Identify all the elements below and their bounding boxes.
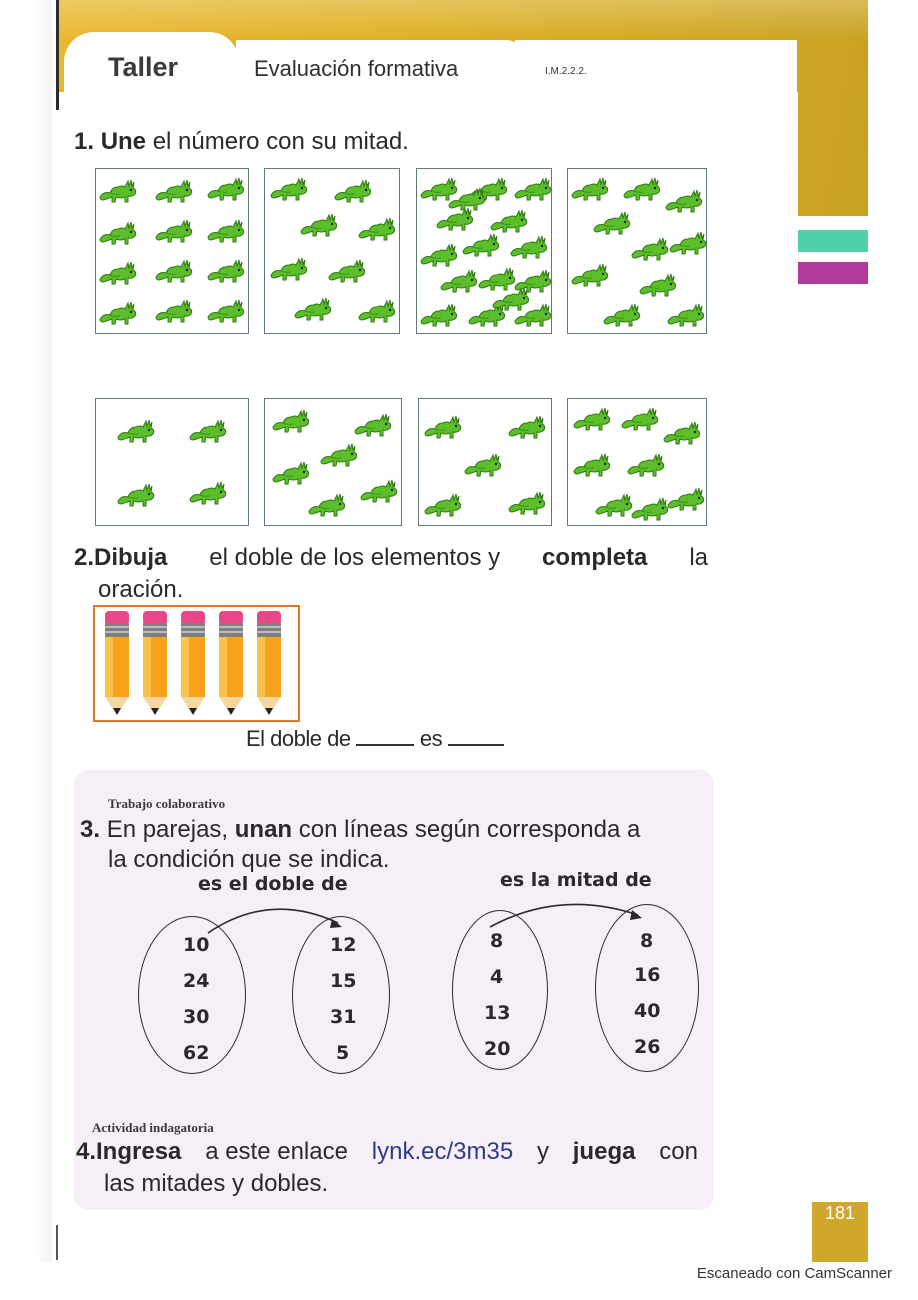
iguana-icon [116,479,156,509]
set-d-item[interactable]: 16 [634,964,661,986]
iguana-icon [206,173,246,203]
iguana-icon [271,405,311,435]
iguana-icon [419,299,459,329]
set-b-item[interactable]: 31 [330,1006,357,1028]
iguana-icon [666,299,706,329]
iguana-icon [439,265,479,295]
set-c-item[interactable]: 8 [490,930,504,952]
skill-code: I.M.2.2.2. [545,66,587,77]
iguana-icon [630,493,670,523]
set-b-item[interactable]: 12 [330,934,357,956]
iguana-icon [293,293,333,323]
collaborative-title: Trabajo colaborativo [108,796,226,811]
set-d-item[interactable]: 26 [634,1036,661,1058]
relation-arrows [180,895,660,935]
iguana-icon [206,295,246,325]
iguana-icon [271,457,311,487]
iguana-icon [154,255,194,285]
iguana-icon [662,417,702,447]
relation-label-half: es la mitad de [500,869,652,891]
set-a-item[interactable]: 24 [183,970,210,992]
iguana-box-16[interactable] [416,168,552,334]
iguana-icon [299,209,339,239]
question-4: 4.Ingresa a este enlace lynk.ec/3m35 y juega con las mitades y dobles. [76,1138,698,1197]
iguana-icon [353,409,393,439]
iguana-icon [638,269,678,299]
set-b-item[interactable]: 5 [336,1042,350,1064]
section-subtitle: Evaluación formativa [254,56,459,81]
iguana-icon [666,483,706,513]
blank-field-1[interactable] [356,744,414,746]
iguana-icon [116,415,156,445]
iguana-box-10[interactable] [567,168,707,334]
iguana-box-12[interactable] [95,168,249,334]
iguana-icon [509,231,549,261]
blank-field-2[interactable] [448,744,504,746]
scanner-watermark: Escaneado con CamScanner [696,1265,892,1282]
question-2: 2.Dibuja el doble de los elementos y completa la oración. [74,544,708,603]
activity-link[interactable]: lynk.ec/3m35 [371,1138,514,1165]
iguana-icon [602,299,642,329]
set-b-item[interactable]: 15 [330,970,357,992]
set-a-item[interactable]: 62 [183,1042,210,1064]
iguana-icon [327,255,367,285]
page-shadow [0,0,52,1262]
iguana-box-5[interactable] [418,398,552,526]
activity-title: Actividad indagatoria [92,1120,214,1135]
set-c-item[interactable]: 4 [490,966,504,988]
iguana-icon [333,175,373,205]
iguana-icon [206,255,246,285]
iguana-icon [491,283,531,313]
iguana-box-8b[interactable] [567,398,707,526]
iguana-icon [513,173,553,203]
iguana-icon [570,173,610,203]
iguana-icon [507,411,547,441]
iguana-box-8[interactable] [264,168,400,334]
question-1: 1. Une el número con su mitad. [74,128,409,155]
iguana-icon [423,411,463,441]
set-d-item[interactable]: 40 [634,1000,661,1022]
side-tab-magenta [798,262,868,284]
section-title: Taller [108,52,179,82]
iguana-box-6[interactable] [264,398,402,526]
relation-label-double: es el doble de [198,873,348,895]
set-a-item[interactable]: 30 [183,1006,210,1028]
iguana-icon [357,295,397,325]
iguana-box-4[interactable] [95,398,249,526]
set-a-item[interactable]: 10 [183,934,210,956]
iguana-icon [98,175,138,205]
iguana-icon [463,449,503,479]
double-sentence: El doble de es [246,726,504,752]
iguana-icon [630,233,670,263]
binding-line [56,0,59,110]
iguana-icon [269,173,309,203]
iguana-icon [188,415,228,445]
iguana-icon [447,183,487,213]
iguana-icon [269,253,309,283]
iguana-icon [668,227,708,257]
pencils-illustration [95,607,298,720]
iguana-icon [319,439,359,469]
pencil-box[interactable] [93,605,300,722]
iguana-icon [357,213,397,243]
iguana-icon [664,185,704,215]
iguana-icon [154,295,194,325]
iguana-icon [98,217,138,247]
iguana-icon [154,215,194,245]
iguana-icon [570,259,610,289]
set-c-item[interactable]: 13 [484,1002,511,1024]
set-c-item[interactable]: 20 [484,1038,511,1060]
iguana-icon [594,489,634,519]
iguana-icon [461,229,501,259]
set-d-item[interactable]: 8 [640,930,654,952]
iguana-icon [572,403,612,433]
iguana-icon [572,449,612,479]
side-tab-teal [798,230,868,252]
iguana-icon [98,297,138,327]
iguana-icon [188,477,228,507]
iguana-icon [206,215,246,245]
iguana-icon [307,489,347,519]
iguana-icon [622,173,662,203]
iguana-icon [423,489,463,519]
iguana-icon [626,449,666,479]
iguana-icon [620,403,660,433]
iguana-icon [359,475,399,505]
question-3: 3. En parejas, unan con líneas según corresponda a la condición que se indica. [80,816,641,873]
iguana-icon [98,257,138,287]
iguana-icon [592,207,632,237]
iguana-icon [507,487,547,517]
page-number: 181 [812,1202,868,1262]
iguana-icon [154,175,194,205]
